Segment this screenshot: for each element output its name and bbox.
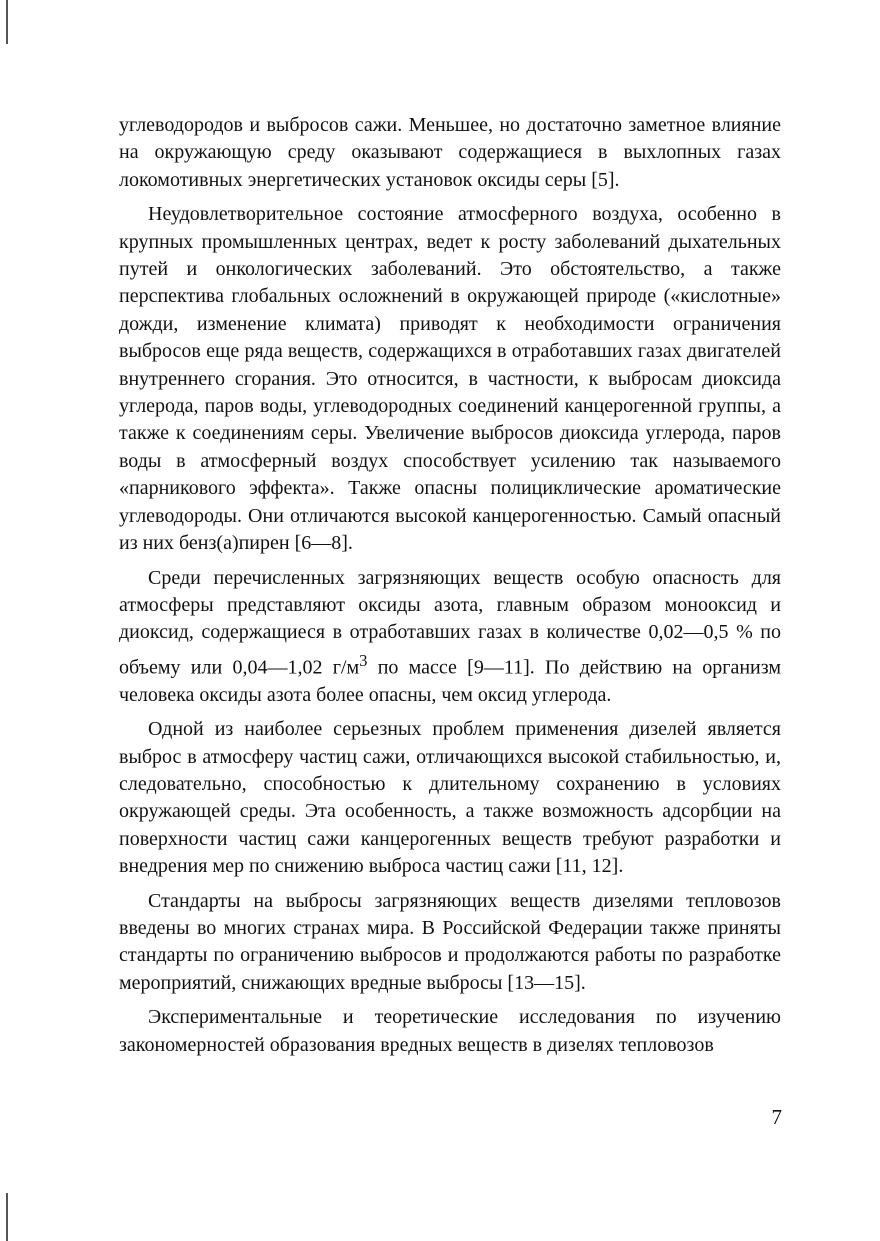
paragraph-2: Неудовлетворительное состояние атмосферного воздуха, особенно в крупных промышленных центрах, ведет к росту заболеваний дыхательных путей и онкологических заболеваний. Это обстоятельство, а также перспектива глобальных осложнений в окружающей природе («кислотные» дожди, изменение климата) приводят к необходимости ограничения выбросов еще ряда веществ, содержащихся в отработавших газах двигателей внутреннего сгорания. Это относится, в частности, к выбросам диоксида углерода, паров воды, углеводородных соединений канцерогенной группы, а также к соединениям серы. Увеличение выбросов диоксида углерода, паров воды в атмосферный воздух способствует усилению так называемого «парникового эффекта». Также опасны полициклические ароматические углеводороды. Они отличаются высокой канцерогенностью. Самый опасный из них бенз(а)пирен [6—8]. xyxy=(119,203,781,555)
page-number: 7 xyxy=(771,1105,782,1129)
page-body xyxy=(119,112,781,1066)
paragraph-3-text-before: Среди перечисленных загрязняющих веществ особую опасность для атмосферы представляют оксиды азота, главным образом монооксид и диоксид, содержащиеся в отработавших газах в количестве 0,02—0,5 % по объему или 0,04—1,02 г/м xyxy=(119,566,781,679)
paragraph-3-text-after: по массе [9—11]. По действию на организм человека оксиды азота более опасны, чем оксид углерода. xyxy=(119,656,782,706)
scan-edge-mark-top xyxy=(6,0,8,44)
paragraph-6: Экспериментальные и теоретические исследования по изучению закономерностей образования вредных веществ в дизелях тепловозов xyxy=(119,1006,781,1056)
paragraph-4: Одной из наиболее серьезных проблем применения дизелей является выброс в атмосферу частиц сажи, отличающихся высокой стабильностью, и, следовательно, способностью к длительному сохранению в условиях окружающей среды. Эта особенность, а также возможность адсорбции на поверхности частиц сажи канцерогенных веществ требуют разработки и внедрения мер по снижению выброса частиц сажи [11, 12]. xyxy=(119,718,781,878)
scan-edge-mark-bottom xyxy=(6,1193,8,1241)
paragraph-1: углеводородов и выбросов сажи. Меньшее, но достаточно заметное влияние на окружающую среду оказывают содержащиеся в выхлопных газах локомотивных энергетических установок оксиды серы [5]. xyxy=(119,114,781,191)
paragraph-5: Стандарты на выбросы загрязняющих веществ дизелями тепловозов введены во многих странах мира. В Российской Федерации также приняты стандарты по ограничению выбросов и продолжаются работы по разработке мероприятий, снижающих вредные выбросы [13—15]. xyxy=(119,889,781,994)
paragraph-3 xyxy=(119,565,781,710)
cubic-superscript: 3 xyxy=(359,650,368,670)
